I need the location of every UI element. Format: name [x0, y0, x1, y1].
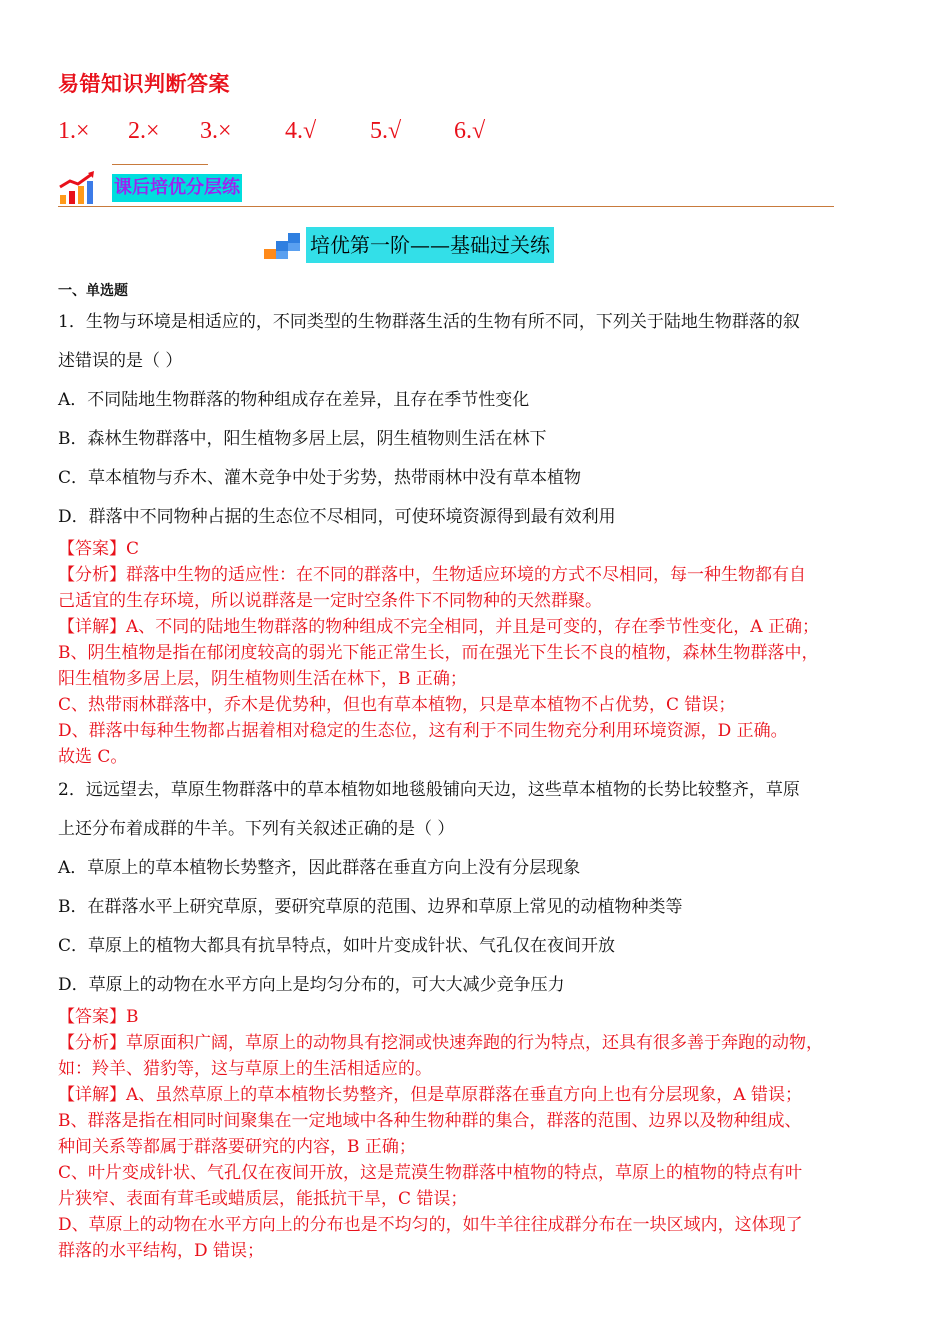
question-1-answer: 【答案】C: [58, 539, 140, 559]
question-2-detail-line: 种间关系等都属于群落要研究的内容，B 正确；: [58, 1137, 416, 1157]
q1-option-a-row: [58, 389, 894, 411]
q2-option-a-row: [58, 857, 894, 879]
question-1-analysis-line2: 己适宜的生存环境，所以说群落是一定时空条件下不同物种的天然群聚。: [58, 591, 602, 611]
question-2-detail-line: B、群落是指在相同时间聚集在一定地域中各种生物种群的集合，群落的范围、边界以及物种组成、: [58, 1111, 802, 1131]
question-1-detail-line: B、阴生植物是指在郁闭度较高的弱光下能正常生长，而在强光下生长不良的植物，森林生物群落中，: [58, 643, 819, 663]
question-2-option-d: D．草原上的动物在水平方向上是均匀分布的，可大大减少竞争压力: [58, 975, 565, 995]
question-1-option-c: C．草本植物与乔木、灌木竞争中处于劣势，热带雨林中没有草本植物: [58, 468, 582, 488]
question-1-detail-line: 故选 C。: [58, 747, 128, 767]
question-2-detail-line: 片狭窄、表面有茸毛或蜡质层，能抵抗干旱，C 错误；: [58, 1189, 468, 1209]
question-1-detail-line: D、群落中每种生物都占据着相对稳定的生态位，这有利于不同生物充分利用环境资源，D 正确。: [58, 721, 788, 741]
question-2-analysis-line2: 如：羚羊、猎豹等，这与草原上的生活相适应的。: [58, 1059, 432, 1079]
question-1-stem-line2: 述错误的是（ ）: [58, 351, 183, 371]
question-2-detail-line: 群落的水平结构，D 错误；: [58, 1241, 265, 1261]
question-2-option-a: A．草原上的草本植物长势整齐，因此群落在垂直方向上没有分层现象: [58, 858, 581, 878]
answers-title: 易错知识判断答案: [58, 71, 230, 96]
question-2: [58, 779, 894, 801]
banner-top-line: [112, 164, 208, 165]
question-2-option-b: B．在群落水平上研究草原，要研究草原的范围、边界和草原上常见的动植物种类等: [58, 897, 683, 917]
question-2-option-c: C．草原上的植物大都具有抗旱特点，如叶片变成针状、气孔仅在夜间开放: [58, 936, 616, 956]
question-1-option-b: B．森林生物群落中，阳生植物多居上层，阴生植物则生活在林下: [58, 429, 547, 449]
section-heading: 一、单选题: [58, 283, 128, 299]
stage-title: 培优第一阶——基础过关练: [306, 227, 554, 263]
banner-title: 课后培优分层练: [112, 174, 242, 202]
question-2-detail-line: D、草原上的动物在水平方向上的分布也是不均匀的，如牛羊往往成群分布在一块区域内，这体现了: [58, 1215, 803, 1235]
answer-item-3: 3.×: [200, 118, 232, 144]
answer-item-2: 2.×: [128, 118, 160, 144]
question-2-stem-cont: [58, 818, 894, 840]
question-1-detail-line: C、热带雨林群落中，乔木是优势种，但也有草本植物，只是草本植物不占优势，C 错误；: [58, 695, 736, 715]
question-1: [58, 311, 894, 333]
question-2-detail-line: 【详解】A、虽然草原上的草本植物长势整齐，但是草原群落在垂直方向上也有分层现象，A 错误；: [58, 1085, 802, 1105]
question-1-solution: [58, 536, 894, 770]
answers-row: [58, 118, 514, 152]
question-1-option-a: A．不同陆地生物群落的物种组成存在差异，且存在季节性变化: [58, 390, 530, 410]
banner: [58, 170, 242, 206]
question-2-answer: 【答案】B: [58, 1007, 139, 1027]
question-1-analysis-line1: 【分析】群落中生物的适应性：在不同的群落中，生物适应环境的方式不尽相同，每一种生物都有自: [58, 565, 806, 585]
stairs-icon: [262, 229, 302, 261]
q2-option-d-row: [58, 974, 894, 996]
stage-header: [262, 225, 554, 265]
question-1-detail-line: 【详解】A、不同的陆地生物群落的物种组成不完全相同，并且是可变的，存在季节性变化，A 正确；: [58, 617, 819, 637]
answer-item-6: 6.√: [454, 118, 486, 144]
q2-option-b-row: [58, 896, 894, 918]
question-1-stem-line1: 1．生物与环境是相适应的，不同类型的生物群落生活的生物有所不同，下列关于陆地生物群落的叙: [58, 312, 800, 332]
question-1-detail-line: 阳生植物多居上层，阴生植物则生活在林下，B 正确；: [58, 669, 467, 689]
question-2-stem-line1: 2．远远望去，草原生物群落中的草本植物如地毯般铺向天边，这些草本植物的长势比较整齐，草原: [58, 780, 800, 800]
q1-option-b-row: [58, 428, 894, 450]
question-2-solution: [58, 1004, 894, 1264]
question-2-stem-line2: 上还分布着成群的牛羊。下列有关叙述正确的是（ ）: [58, 819, 455, 839]
q1-option-c-row: [58, 467, 894, 489]
question-1-option-d: D．群落中不同物种占据的生态位不尽相同，可使环境资源得到最有效利用: [58, 507, 616, 527]
q1-option-d-row: [58, 506, 894, 528]
answer-item-5: 5.√: [370, 118, 402, 144]
q2-option-c-row: [58, 935, 894, 957]
answer-item-4: 4.√: [285, 118, 317, 144]
banner-divider: [58, 206, 834, 207]
question-1-stem-cont: [58, 350, 894, 372]
question-2-detail-line: C、叶片变成针状、气孔仅在夜间开放，这是荒漠生物群落中植物的特点，草原上的植物的特点有叶: [58, 1163, 803, 1183]
answer-item-1: 1.×: [58, 118, 90, 144]
growth-chart-icon: [58, 171, 100, 205]
question-2-analysis-line1: 【分析】草原面积广阔，草原上的动物具有挖洞或快速奔跑的行为特点，还具有很多善于奔跑的动物，: [58, 1033, 823, 1053]
